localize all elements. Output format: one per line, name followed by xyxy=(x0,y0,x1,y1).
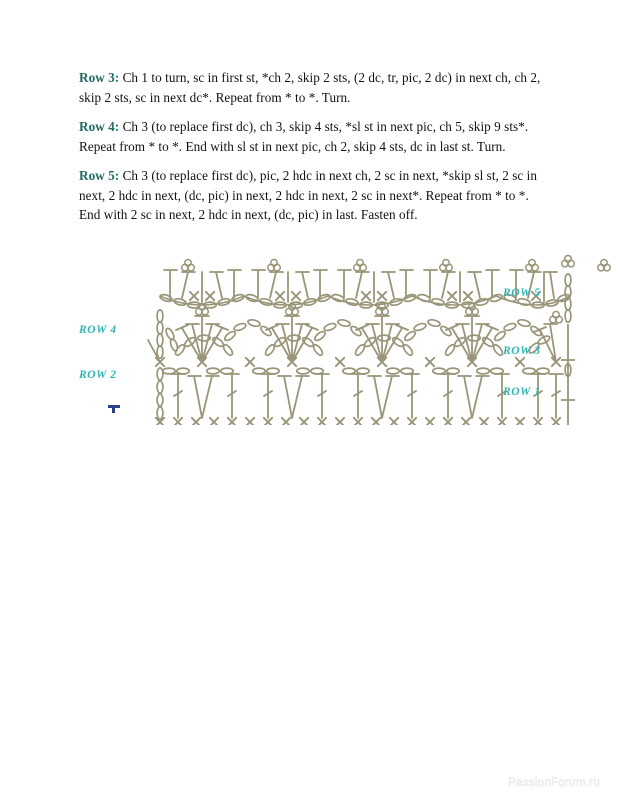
instruction-paragraph-row3 xyxy=(79,68,542,107)
diagram-label-row5: ROW 5 xyxy=(503,287,541,299)
instruction-text-row5: Ch 3 (to replace first dc), pic, 2 hdc in next ch, 2 sc in next, *skip sl st, 2 sc in next, 2 hdc in next, (dc, pic) in next, 2 hdc in next, 2 sc in next*. Repeat from * to *. End with 2 sc in next, 2 hdc in next, (dc, pic) in last. Fasten off. xyxy=(79,168,538,222)
row4-chain-loops xyxy=(157,310,163,358)
diagram-label-row3: ROW 3 xyxy=(503,345,541,357)
site-watermark: PassionForum.ru xyxy=(508,777,601,789)
row2-v-shells xyxy=(188,376,489,418)
instruction-text-row3: Ch 1 to turn, sc in first st, *ch 2, skip 2 sts, (2 dc, tr, pic, 2 dc) in next ch, ch 2, skip 2 sts, sc in next dc*. Repeat from * to *. Turn. xyxy=(79,70,541,105)
row-label-row5: Row 5: xyxy=(79,168,120,183)
row3-sc-joins xyxy=(156,358,560,366)
diagram-label-row2: ROW 2 xyxy=(79,369,117,381)
instruction-text-row4: Ch 3 (to replace first dc), ch 3, skip 4 sts, *sl st in next pic, ch 5, skip 9 sts*. Repeat from * to *. End with sl st in next pic, ch 2, skip 4 sts, dc in last st. Turn. xyxy=(79,119,529,154)
crochet-stitch-chart xyxy=(70,250,618,425)
chart-symbols xyxy=(148,256,610,426)
row-label-row3: Row 3: xyxy=(79,70,120,85)
row5-right-edge-chain xyxy=(561,256,575,426)
pattern-instructions xyxy=(79,68,542,225)
diagram-label-row1: ROW 1 xyxy=(503,386,541,398)
instruction-paragraph-row5 xyxy=(79,166,542,225)
instruction-paragraph-row4 xyxy=(79,117,542,156)
row3-chain-arcs xyxy=(163,368,549,374)
start-marker-arrow xyxy=(108,405,120,413)
diagram-label-row4: ROW 4 xyxy=(79,324,117,336)
row5-picots xyxy=(182,260,611,271)
row-label-row4: Row 4: xyxy=(79,119,120,134)
